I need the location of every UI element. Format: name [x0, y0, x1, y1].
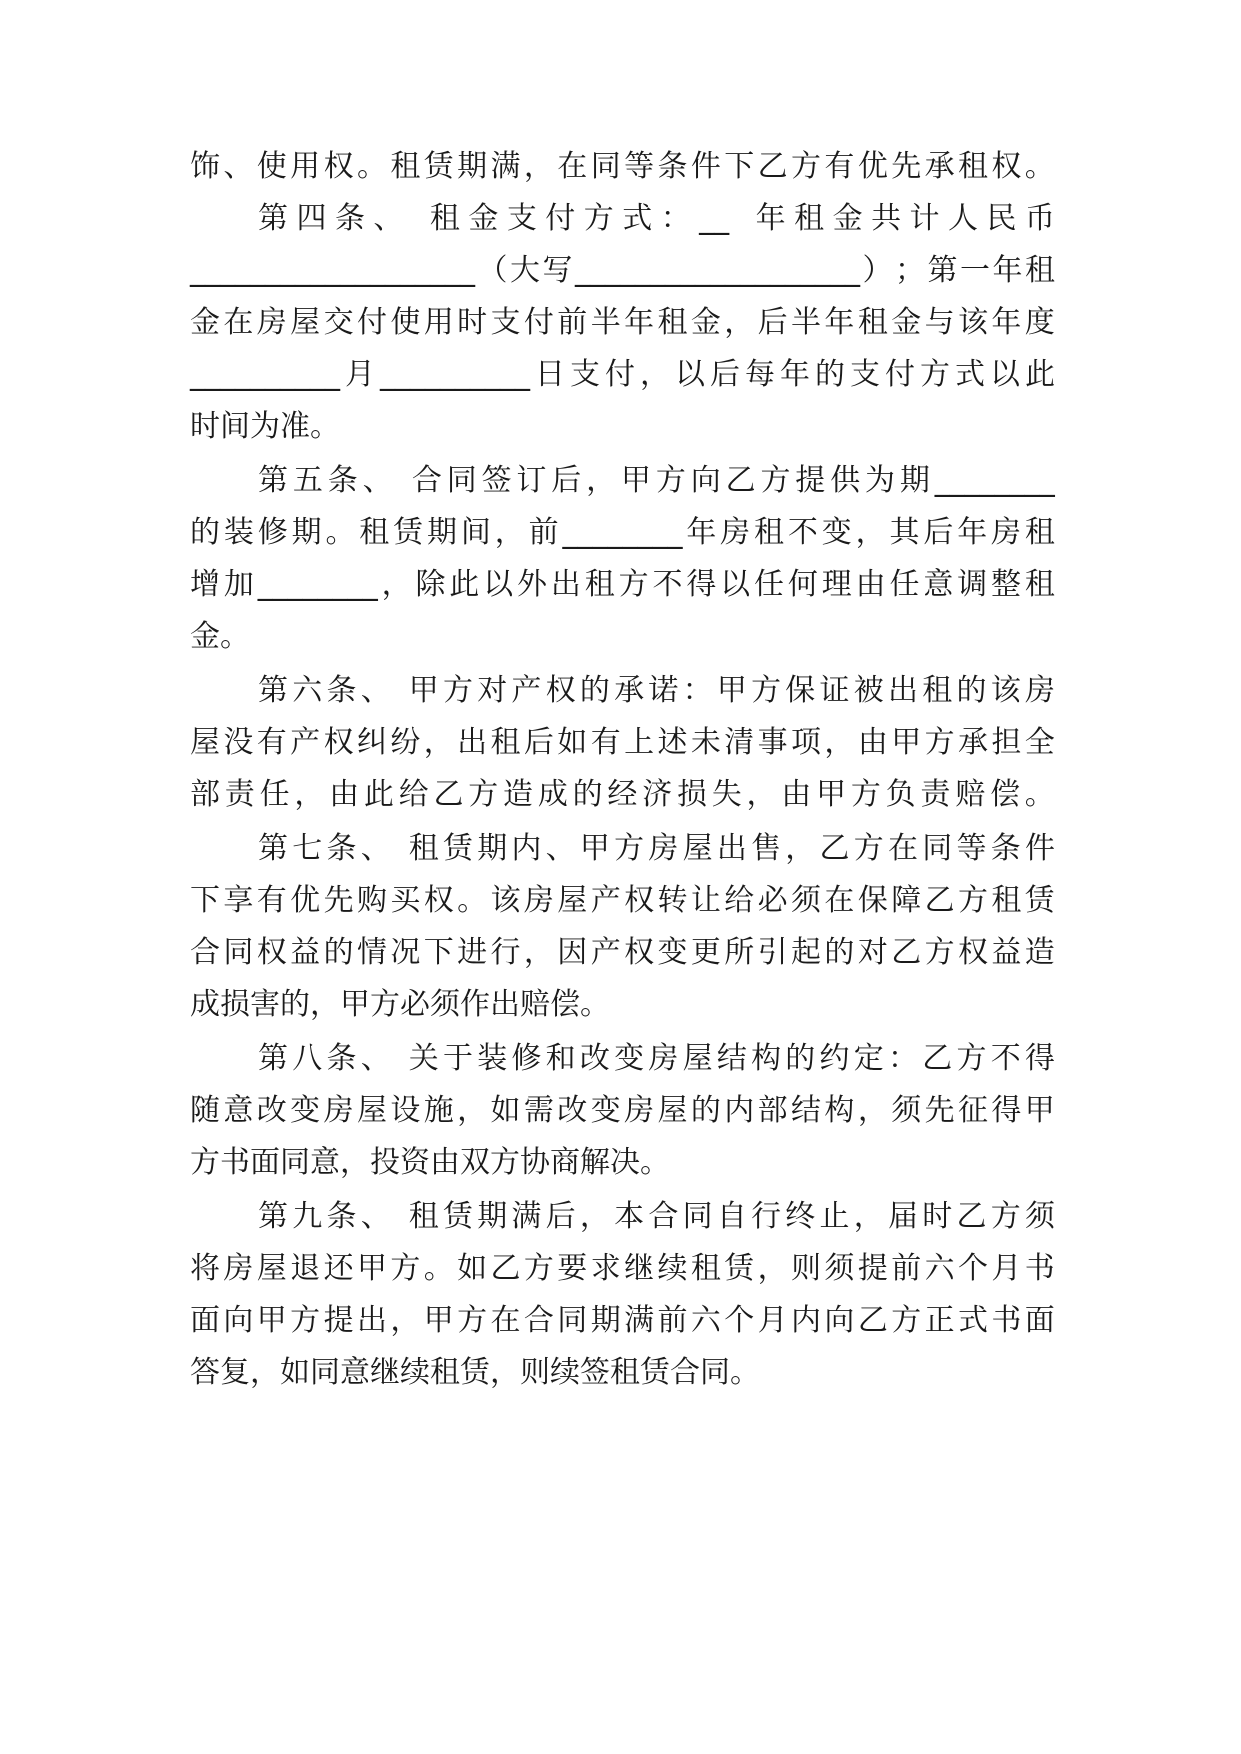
text-line: 第 九 条 、 租 赁 期 满 后 ， 本 合 同 自 行 终 止 ， 届 时 乙 方 须 [258, 1199, 1055, 1234]
text-line: 第 八 条 、 关 于 装 修 和 改 变 房 屋 结 构 的 约 定 ： 乙 方 不 得 [258, 1041, 1055, 1076]
text-line: 屋 没 有 产 权 纠 纷 ， 出 租 后 如 有 上 述 未 清 事 项 ， 由 甲 方 承 担 全 [190, 725, 1055, 760]
text-line: 金。 [190, 619, 250, 654]
text-line: 方书面同意，投资由双方协商解决。 [190, 1145, 670, 1180]
text-line: 第 六 条 、 甲 方 对 产 权 的 承 诺 ： 甲 方 保 证 被 出 租 的 该 房 [258, 673, 1055, 708]
text-line: 成损害的，甲方必须作出赔偿。 [190, 987, 610, 1022]
text-line: 合 同 权 益 的 情 况 下 进 行 ， 因 产 权 变 更 所 引 起 的 对 乙 方 权 益 造 [190, 935, 1055, 970]
text-line: 饰 、 使 用 权 。 租 赁 期 满 ， 在 同 等 条 件 下 乙 方 有 优 先 承 租 权 。 [190, 149, 1055, 184]
text-line: 增 加 ________ ， 除 此 以 外 出 租 方 不 得 以 任 何 理 由 任 意 调 整 租 [190, 567, 1055, 602]
text-line: 第 五 条 、 合 同 签 订 后 ， 甲 方 向 乙 方 提 供 为 期 ________ [258, 463, 1055, 498]
text-line: 将 房 屋 退 还 甲 方 。 如 乙 方 要 求 继 续 租 赁 ， 则 须 提 前 六 个 月 书 [190, 1251, 1055, 1286]
text-line: 下 享 有 优 先 购 买 权 。 该 房 屋 产 权 转 让 给 必 须 在 保 障 乙 方 租 赁 [190, 883, 1055, 918]
text-line: 时间为准。 [190, 409, 340, 444]
text-line: __________ 月 __________ 日 支 付 ， 以 后 每 年 的 支 付 方 式 以 此 [190, 357, 1055, 392]
text-line: 第 四 条 、 租 金 支 付 方 式 ： __ 年 租 金 共 计 人 民 币 [258, 201, 1055, 236]
text-line: 第 七 条 、 租 赁 期 内 、 甲 方 房 屋 出 售 ， 乙 方 在 同 等 条 件 [258, 831, 1055, 866]
text-line: 金 在 房 屋 交 付 使 用 时 支 付 前 半 年 租 金 ， 后 半 年 租 金 与 该 年 度 [190, 305, 1055, 340]
text-line: 面 向 甲 方 提 出 ， 甲 方 在 合 同 期 满 前 六 个 月 内 向 乙 方 正 式 书 面 [190, 1303, 1055, 1338]
text-line: 的 装 修 期 。 租 赁 期 间 ， 前 ________ 年 房 租 不 变 ， 其 后 年 房 租 [190, 515, 1055, 550]
text-line: 答复，如同意继续租赁，则续签租赁合同。 [190, 1355, 760, 1390]
text-line: 随 意 改 变 房 屋 设 施 ， 如 需 改 变 房 屋 的 内 部 结 构 ， 须 先 征 得 甲 [190, 1093, 1055, 1128]
text-line: ___________________ （ 大 写 ___________________ ） ； 第 一 年 租 [190, 253, 1055, 288]
text-line: 部 责 任 ， 由 此 给 乙 方 造 成 的 经 济 损 失 ， 由 甲 方 负 责 赔 偿 。 [190, 777, 1055, 812]
